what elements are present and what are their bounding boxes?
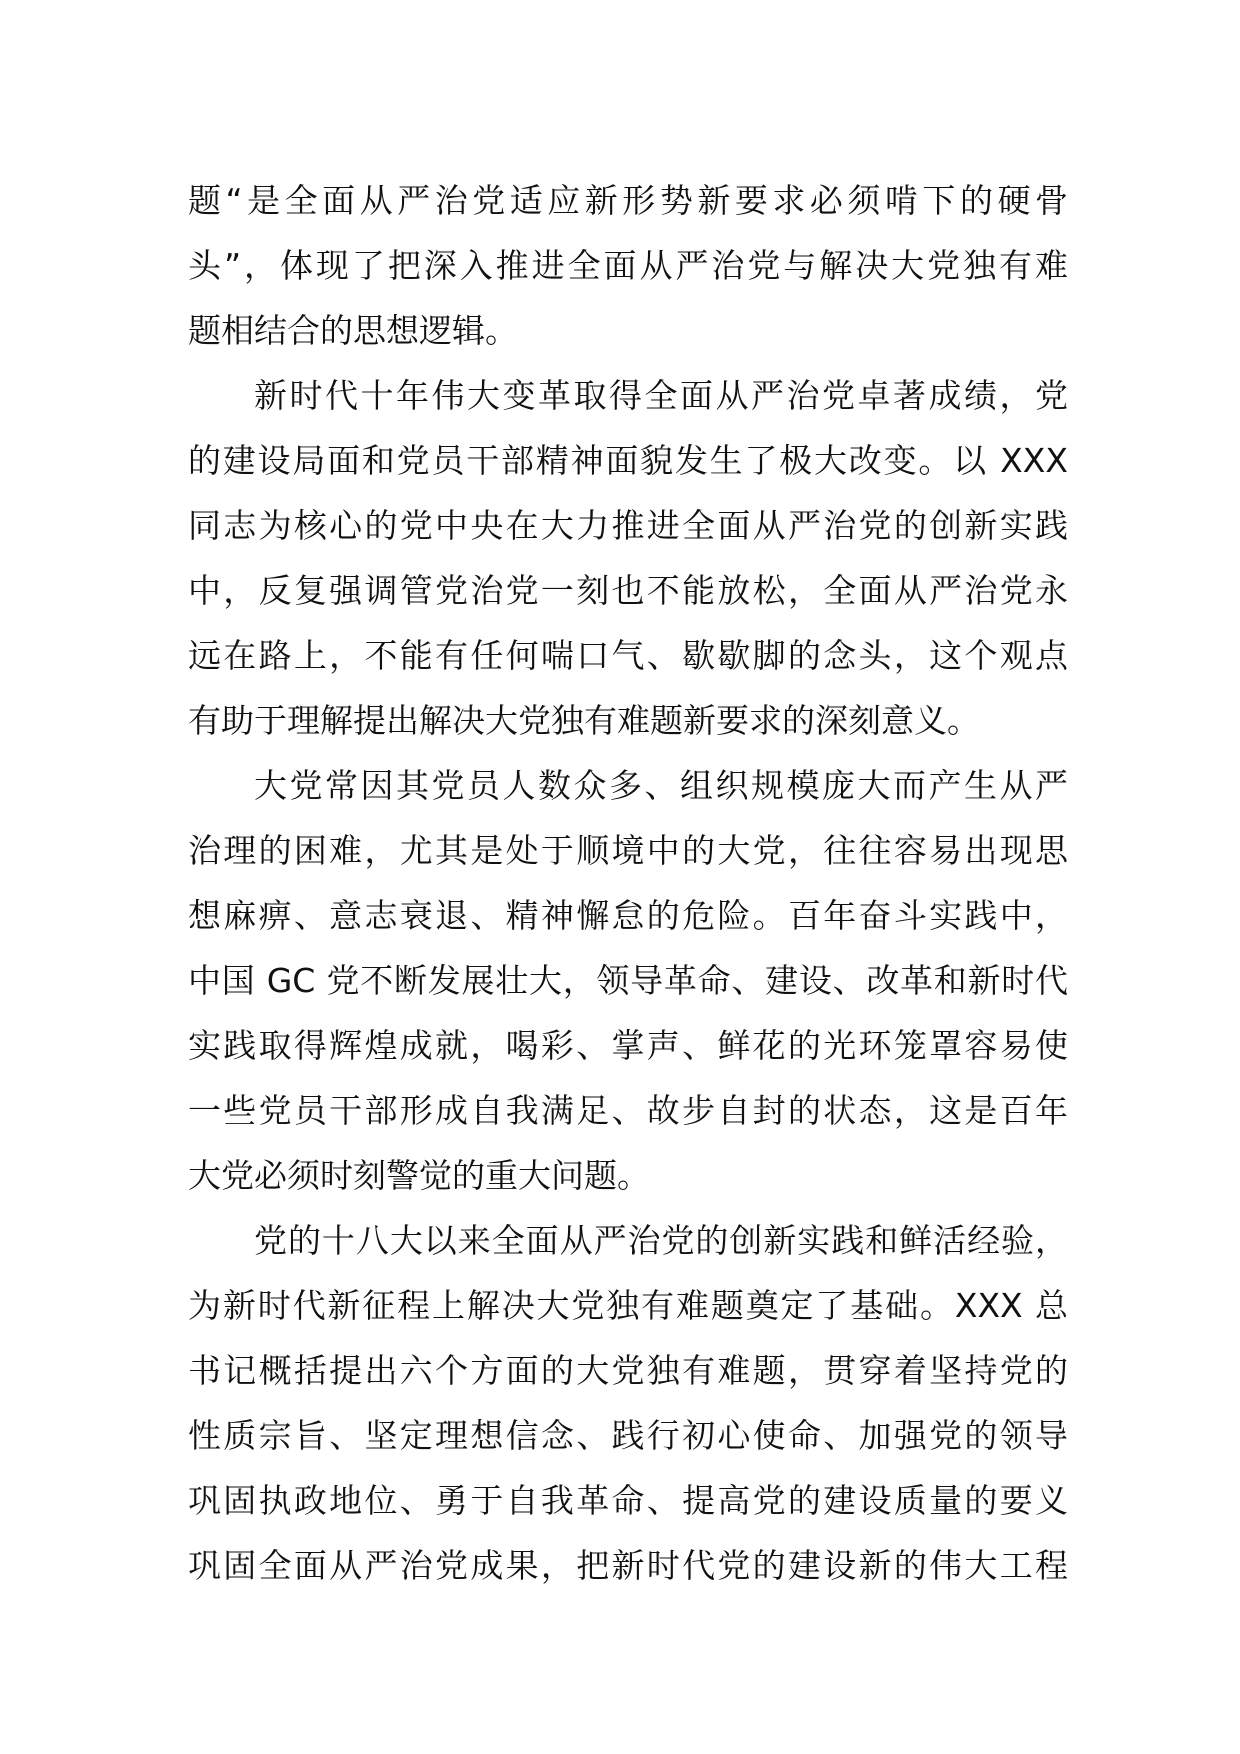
text-line: 性质宗旨、坚定理想信念、践行初心使命、加强党的领导 (188, 1416, 1068, 1455)
text-line: 同志为核心的党中央在大力推进全面从严治党的创新实践 (188, 506, 1068, 545)
paragraph-3 (188, 753, 1068, 1208)
document-body (188, 168, 1068, 1598)
paragraph-1 (188, 168, 1068, 363)
text-line: 中，反复强调管党治党一刻也不能放松，全面从严治党永 (188, 571, 1068, 610)
text-line: 一些党员干部形成自我满足、故步自封的状态，这是百年 (188, 1091, 1068, 1130)
text-line: 新时代十年伟大变革取得全面从严治党卓著成绩，党 (254, 376, 1068, 415)
text-line: 大党常因其党员人数众多、组织规模庞大而产生从严 (254, 766, 1068, 805)
text-line: 大党必须时刻警觉的重大问题。 (188, 1156, 650, 1195)
text-line: 题相结合的思想逻辑。 (188, 311, 518, 350)
text-line: 为新时代新征程上解决大党独有难题奠定了基础。XXX 总 (188, 1286, 1068, 1325)
text-line: 治理的困难，尤其是处于顺境中的大党，往往容易出现思 (188, 831, 1068, 870)
text-line: 头”，体现了把深入推进全面从严治党与解决大党独有难 (188, 246, 1068, 285)
text-line: 有助于理解提出解决大党独有难题新要求的深刻意义。 (188, 701, 980, 740)
text-line: 书记概括提出六个方面的大党独有难题，贯穿着坚持党的 (188, 1351, 1068, 1390)
text-line: 远在路上，不能有任何喘口气、歇歇脚的念头，这个观点 (188, 636, 1068, 675)
text-line: 中国 GC 党不断发展壮大，领导革命、建设、改革和新时代 (188, 961, 1068, 1000)
text-line: 实践取得辉煌成就，喝彩、掌声、鲜花的光环笼罩容易使 (188, 1026, 1068, 1065)
text-line: 题“是全面从严治党适应新形势新要求必须啃下的硬骨 (188, 181, 1068, 220)
text-line: 想麻痹、意志衰退、精神懈怠的危险。百年奋斗实践中， (188, 896, 1068, 935)
text-line: 的建设局面和党员干部精神面貌发生了极大改变。以 XXX (188, 441, 1068, 480)
text-line: 巩固全面从严治党成果，把新时代党的建设新的伟大工程 (188, 1546, 1068, 1585)
paragraph-4 (188, 1208, 1068, 1598)
paragraph-2 (188, 363, 1068, 753)
text-line: 党的十八大以来全面从严治党的创新实践和鲜活经验， (254, 1221, 1068, 1260)
text-line: 巩固执政地位、勇于自我革命、提高党的建设质量的要义 (188, 1481, 1068, 1520)
